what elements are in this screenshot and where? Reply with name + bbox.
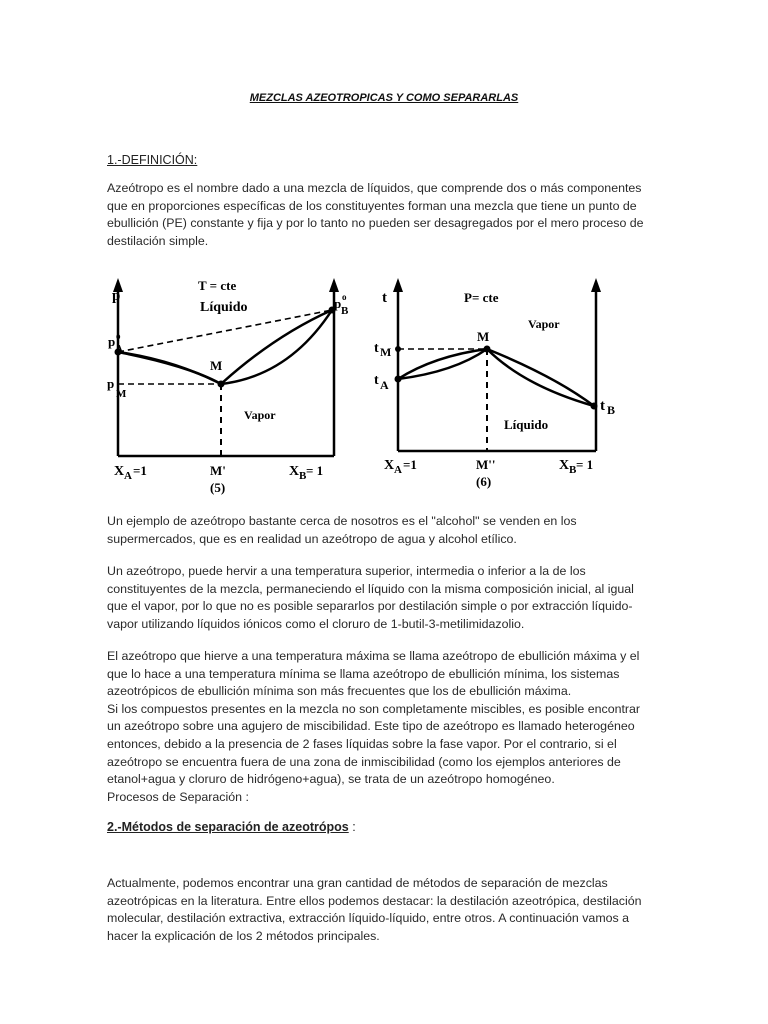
tb-sub: B: [607, 403, 616, 417]
condition-label: P= cte: [464, 290, 499, 305]
tm-sub: M: [380, 345, 392, 359]
vapor-curve-right: [487, 349, 594, 406]
point-m-label: M: [477, 329, 490, 344]
vapor-curve-left: [398, 349, 487, 379]
t-axis-label: t: [382, 290, 387, 306]
right-axis-arrow: [591, 278, 601, 292]
xa-value: =1: [403, 457, 417, 472]
xa-sub: A: [394, 464, 402, 476]
pa-sup: o: [116, 331, 121, 341]
left-axis-arrow: [393, 278, 403, 292]
xb-sub: B: [569, 464, 577, 476]
liquid-curve-right: [487, 349, 594, 406]
diagram-number: (6): [476, 474, 492, 489]
xa-value: =1: [133, 463, 147, 478]
paragraph-boiling: Un azeótropo, puede hervir a una temperatura superior, intermedia o inferior a la de los constituyentes de la mezcla, permaneciendo el líquido con la misma composición inicial, al igual que el vapor, por lo que no es posible separarlos por destilación simple o por extracción líquido- vapor utilizando líquidos iónicos como el cloruro de 1-butil-3-metilimidazolio.: [107, 564, 634, 631]
diagram-pressure: [107, 278, 349, 495]
pb-label: p: [334, 296, 342, 311]
section-heading-methods-suffix: :: [348, 820, 356, 834]
document-title: MEZCLAS AZEOTROPICAS Y COMO SEPARARLAS: [249, 92, 519, 104]
point-ta: [395, 376, 402, 383]
vapor-curve: [118, 352, 221, 384]
point-tb: [591, 403, 598, 410]
pm-label: p: [107, 376, 115, 391]
pm-sub: M: [116, 388, 127, 400]
ideal-dashed-line: [118, 310, 332, 352]
point-tm: [395, 346, 401, 352]
xa-label: X: [114, 464, 125, 479]
tm-label: t: [374, 341, 379, 356]
paragraph-types: El azeótropo que hierve a una temperatura máxima se llama azeótropo de ebullición máxima y el que lo hace a una temperatura mínima se llama azeótropo de ebullición mínima, los sistemas azeotrópicos de ebullición mínima son más frecuentes que los de ebullición máxima. Si los compuestos presentes en la mezcla no son completamente miscibles, es posible encontrar un azeótropo sobre una agujero de miscibilidad. Este tipo de azeótropo es llamado heterogéneo entonces, debido a la presencia de 2 fases líquidas sobre la fase vapor. Por el contrario, si el azeótropo se encuentra fuera de una zona de inmiscibilidad (como los ejemplos anteriores de etanol+agua y cloruro de hidrógeno+agua), se trata de un azeótropo homogéneo. Procesos de Separación :: [107, 649, 641, 804]
xb-sub: B: [299, 470, 307, 482]
liquid-label: Líquido: [504, 417, 549, 432]
paragraph-example: Un ejemplo de azeótropo bastante cerca de nosotros es el "alcohol" se venden en los supermercados, que es en realidad un azeótropo de agua y alcohol etílico.: [107, 514, 577, 546]
p-axis-label: p: [112, 288, 121, 304]
liquid-curve: [118, 352, 221, 384]
xm-label: M'': [476, 457, 496, 472]
xa-label: X: [384, 458, 395, 473]
diagram-number: (5): [210, 480, 226, 495]
liquid-curve-left: [398, 349, 487, 379]
diagram-temperature: [374, 278, 615, 489]
xb-label: X: [559, 458, 570, 473]
point-m: [218, 381, 225, 388]
xa-sub: A: [124, 470, 132, 482]
paragraph-definition: Azeótropo es el nombre dado a una mezcla de líquidos, que comprende dos o más componentes que en proporciones específicas de los constituyentes forman una mezcla que tiene un punto de ebullición (PE) constante y fija y por lo tanto no pueden ser desagregados por el mero proceso de destilación simple.: [107, 181, 644, 248]
paragraph-methods: Actualmente, podemos encontrar una gran cantidad de métodos de separación de mezclas azeotrópicas en la literatura. Entre ellos podemos destacar: la destilación azeotrópica, destilación molecular, destilación extractiva, extracción líquido-líquido, entre otros. A continuación vamos a hacer la explicación de los 2 métodos principales.: [107, 876, 642, 943]
pa-sub: A: [115, 343, 123, 355]
liquid-label: Líquido: [200, 300, 248, 315]
azeotrope-diagrams: [104, 266, 622, 498]
pb-sup: o: [342, 292, 347, 302]
tb-label: t: [600, 398, 605, 414]
xb-value: = 1: [576, 457, 594, 472]
section-heading-methods-text: 2.-Métodos de separación de azeotrópos: [107, 820, 349, 834]
ta-sub: A: [380, 378, 389, 392]
pb-sub: B: [341, 305, 349, 317]
right-axis-arrow: [329, 278, 339, 292]
vapor-label: Vapor: [528, 317, 560, 331]
vapor-label: Vapor: [244, 408, 276, 422]
point-m: [484, 346, 491, 353]
pa-label: p: [108, 334, 116, 349]
section-heading-methods: [107, 820, 356, 834]
point-m-label: M: [210, 358, 223, 373]
condition-label: T = cte: [198, 278, 237, 293]
xm-label: M': [210, 463, 226, 478]
xb-label: X: [289, 464, 300, 479]
ta-label: t: [374, 373, 379, 388]
section-heading-definition: 1.-DEFINICIÓN:: [107, 153, 198, 167]
xb-value: = 1: [306, 463, 324, 478]
